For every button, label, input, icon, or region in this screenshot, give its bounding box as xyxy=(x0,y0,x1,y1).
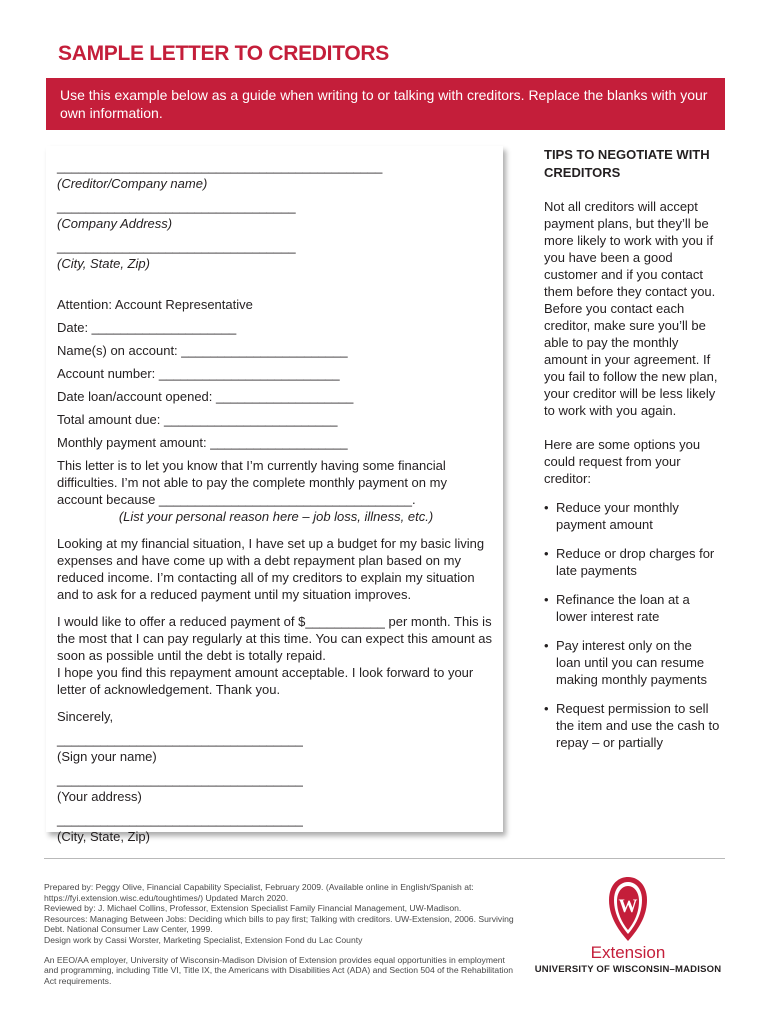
prepared-by: Prepared by: Peggy Olive, Financial Capability Specialist, February 2009. (Available online in English/Spanish at: https://fyi.extension.wisc.edu/toughtimes/) Updated March 2020. xyxy=(44,882,474,903)
field-names-on-account: Name(s) on account: _______________________ xyxy=(57,343,348,358)
list-item: • Pay interest only on the loan until you can resume making monthly payments xyxy=(544,638,708,687)
reason-hint: (List your personal reason here – job loss, illness, etc.) xyxy=(118,509,434,524)
eeo-statement: An EEO/AA employer, University of Wisconsin-Madison Division of Extension provides equal opportunities in employment and programming, including Title VI, Title IX, the Americans with Disabilities Act (ADA) and Section 504 of the Rehabilitation Act requirements. xyxy=(44,954,514,986)
your-address-blank: __________________________________ xyxy=(57,772,303,787)
design-credit: Design work by Cassi Worster, Marketing Specialist, Extension Fond du Lac County xyxy=(44,934,363,945)
bullet-icon: • xyxy=(544,638,549,653)
letter-paragraph-offer: I would like to offer a reduced payment of $___________ per month. This is the most that I can pay regularly at this time. You can expect this amount as soon as possible until the debt is totally repaid. xyxy=(57,614,493,663)
signature-label: (Sign your name) xyxy=(57,749,157,764)
your-address-label: (Your address) xyxy=(57,789,142,804)
logo-university: UNIVERSITY OF WISCONSIN–MADISON xyxy=(534,964,722,975)
field-date: Date: ____________________ xyxy=(57,320,237,335)
city-state-zip-blank: _________________________________ xyxy=(57,239,296,254)
signature-blank: __________________________________ xyxy=(57,732,303,747)
company-address-label: (Company Address) xyxy=(57,216,173,231)
reviewed-by: Reviewed by: J. Michael Collins, Professor, Extension Specialist Family Financial Management, UW-Madison. xyxy=(44,903,462,914)
list-item: • Reduce your monthly payment amount xyxy=(544,500,679,532)
footer-credits xyxy=(44,882,514,986)
tips-paragraph-intro: Not all creditors will accept payment plans, but they’ll be more likely to work with you if you have been a good customer and if you contact them before they contact you. Before you contact each creditor, make sure you’ll be able to pay the monthly amount in your agreement. If you fail to follow the new plan, your creditor will be less likely to work with you again. xyxy=(544,199,718,418)
your-city-label: (City, State, Zip) xyxy=(57,829,150,844)
creditor-blank: _____________________________________________ xyxy=(57,159,383,174)
bullet-icon: • xyxy=(544,500,549,515)
field-account-number: Account number: _________________________ xyxy=(57,366,340,381)
list-item: • Request permission to sell the item and use the cash to repay – or partially xyxy=(544,701,720,750)
list-item: • Refinance the loan at a lower interest rate xyxy=(544,592,690,624)
page-title: SAMPLE LETTER TO CREDITORS xyxy=(58,42,389,65)
intro-text: Use this example below as a guide when writing to or talking with creditors. Replace the blanks with your own information. xyxy=(60,87,708,121)
company-address-blank: _________________________________ xyxy=(57,199,296,214)
field-total-due: Total amount due: ________________________ xyxy=(57,412,338,427)
sample-letter-card xyxy=(46,146,503,844)
bullet-icon: • xyxy=(544,701,549,716)
svg-text:W: W xyxy=(618,896,638,917)
field-monthly-payment: Monthly payment amount: ___________________ xyxy=(57,435,348,450)
creditor-label: (Creditor/Company name) xyxy=(57,176,208,191)
letter-paragraph-closing: I hope you find this repayment amount acceptable. I look forward to your letter of acknowledgement. Thank you. xyxy=(57,665,474,697)
options-list xyxy=(544,499,720,751)
city-state-zip-label: (City, State, Zip) xyxy=(57,256,150,271)
sincerely: Sincerely, xyxy=(57,709,114,724)
logo-wordmark: Extension xyxy=(590,943,666,962)
bullet-icon: • xyxy=(544,546,549,561)
intro-banner xyxy=(46,78,725,130)
letter-paragraph-reason: This letter is to let you know that I’m currently having some financial difficulties. I’m not able to pay the complete monthly payment on my account because ___________________________________. xyxy=(57,458,447,507)
resources: Resources: Managing Between Jobs: Deciding which bills to pay first; Talking with creditors. UW-Extension, 2006. Surviving Debt. National Consumer Law Center, 1999. xyxy=(44,913,514,935)
tips-heading: TIPS TO NEGOTIATE WITH CREDITORS xyxy=(544,147,710,180)
tips-paragraph-options: Here are some options you could request from your creditor: xyxy=(544,437,701,486)
footer-divider xyxy=(44,858,725,859)
bullet-icon: • xyxy=(544,592,549,607)
extension-logo xyxy=(528,876,728,986)
crest-icon xyxy=(608,876,648,942)
your-city-blank: __________________________________ xyxy=(57,812,303,827)
list-item: • Reduce or drop charges for late payments xyxy=(544,546,715,578)
letter-paragraph-situation: Looking at my financial situation, I have set up a budget for my basic living expenses and have come up with a debt repayment plan based on my reduced income. I’m contacting all of my creditors to explain my situation and to ask for a reduced payment until my situation improves. xyxy=(57,536,485,602)
field-date-opened: Date loan/account opened: ___________________ xyxy=(57,389,354,404)
tips-sidebar xyxy=(544,146,720,763)
attention-line: Attention: Account Representative xyxy=(57,297,253,312)
